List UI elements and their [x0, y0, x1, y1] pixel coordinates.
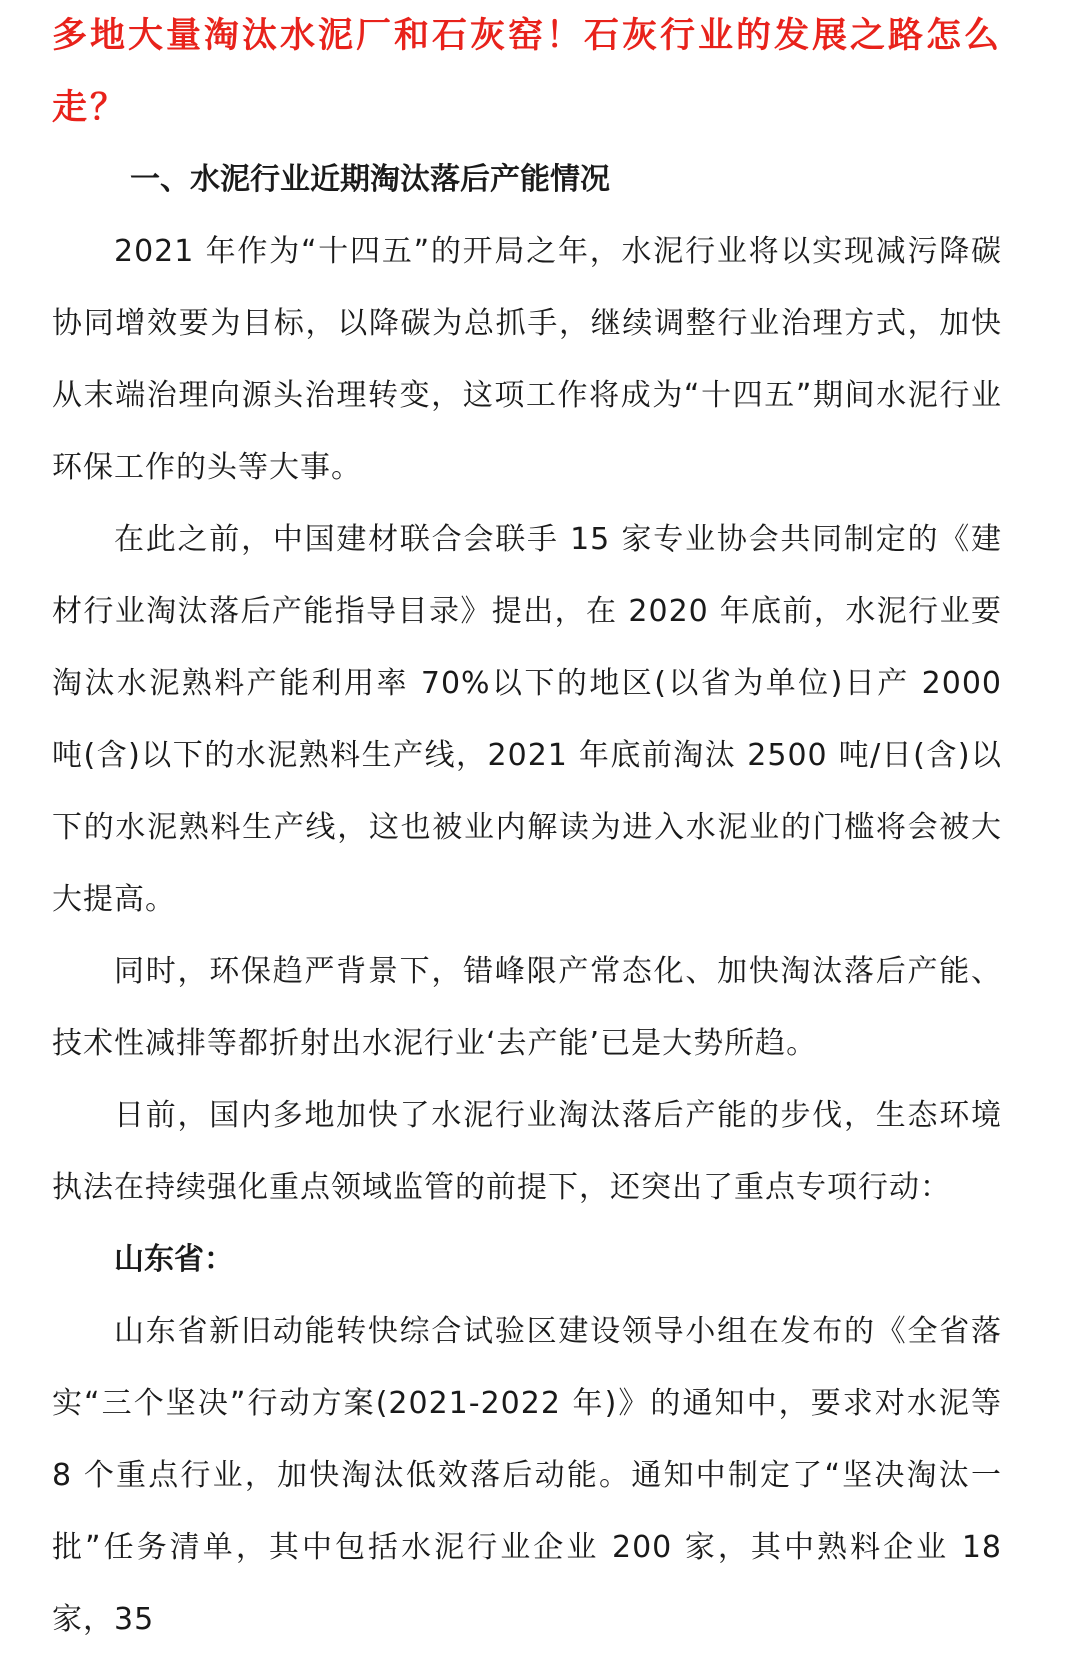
article	[52, 0, 1002, 1656]
article-title: 多地大量淘汰水泥厂和石灰窑！石灰行业的发展之路怎么走？	[52, 16, 1003, 128]
paragraph-4: 日前，国内多地加快了水泥行业淘汰落后产能的步伐，生态环境执法在持续强化重点领域监管的前提下，还突出了重点专项行动：	[52, 1098, 1002, 1205]
province-paragraph: 山东省新旧动能转快综合试验区建设领导小组在发布的《全省落实“三个坚决”行动方案(2021-2022 年)》的通知中，要求对水泥等 8 个重点行业，加快淘汰低效落后动能。通知中制定了“坚决淘汰一批”任务清单，其中包括水泥行业企业 200 家，其中熟料企业 18 家，35	[52, 1314, 1002, 1637]
paragraph-1: 2021 年作为“十四五”的开局之年，水泥行业将以实现减污降碳协同增效要为目标，以降碳为总抓手，继续调整行业治理方式，加快从末端治理向源头治理转变，这项工作将成为“十四五”期间水泥行业环保工作的头等大事。	[52, 234, 1002, 485]
paragraph-3: 同时，环保趋严背景下，错峰限产常态化、加快淘汰落后产能、技术性减排等都折射出水泥行业‘去产能’已是大势所趋。	[52, 954, 1002, 1061]
province-label: 山东省：	[114, 1242, 234, 1277]
section-heading: 一、水泥行业近期淘汰落后产能情况	[130, 162, 610, 197]
paragraph-2: 在此之前，中国建材联合会联手 15 家专业协会共同制定的《建材行业淘汰落后产能指导目录》提出，在 2020 年底前，水泥行业要淘汰水泥熟料产能利用率 70%以下的地区(以省为单位)日产 2000 吨(含)以下的水泥熟料生产线，2021 年底前淘汰 2500 吨/日(含)以下的水泥熟料生产线，这也被业内解读为进入水泥业的门槛将会被大大提高。	[52, 522, 1002, 917]
